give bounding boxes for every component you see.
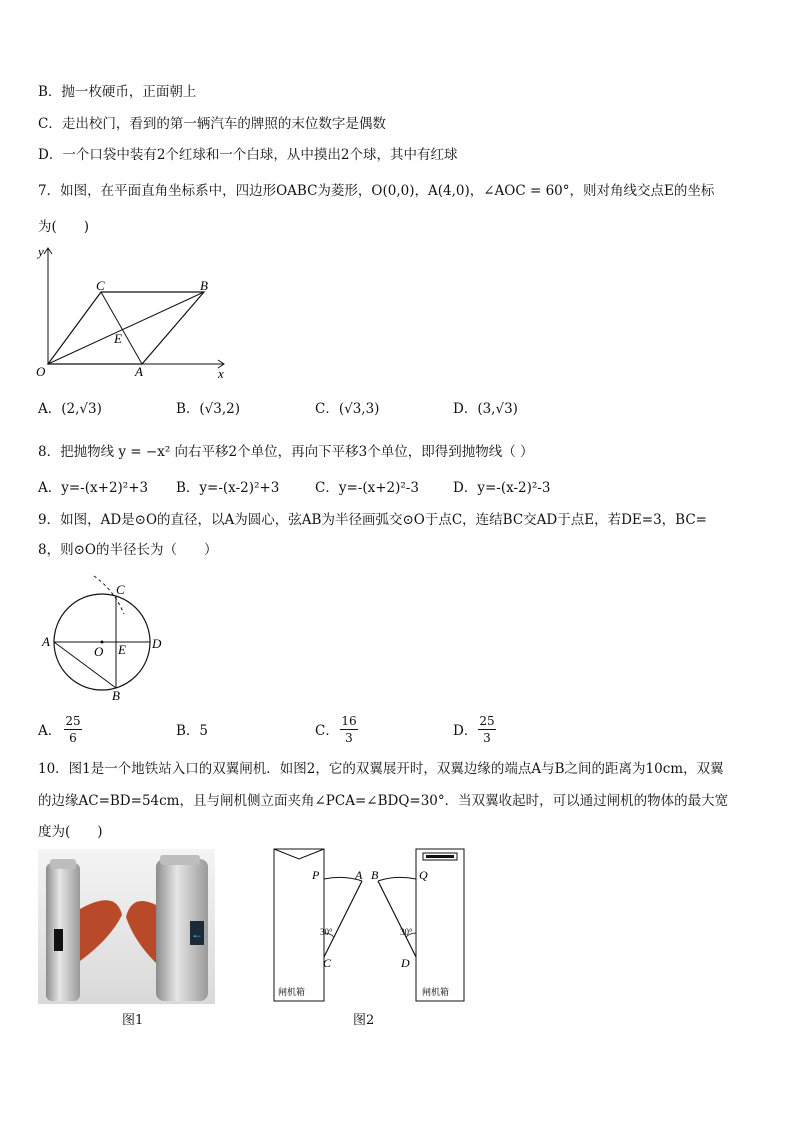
q10-stem-line1: 10．图1是一个地铁站入口的双翼闸机．如图2，它的双翼展开时，双翼边缘的端点A与B之间的距离为10cm，双翼 [38,761,724,777]
q7-rhombus-figure [34,242,234,382]
q9-option-d-numerator: 25 [479,714,495,728]
q9-option-c-denominator: 3 [345,731,353,745]
q10-angle-left: 30° [320,927,333,937]
q8-stem: 8．把抛物线 y = −x² 向右平移2个单位，再向下平移3个单位，即得到抛物线（ ） [38,444,534,460]
q9-label-d: D [152,636,162,651]
q7-stem-line1: 7．如图，在平面直角坐标系中，四边形OABC为菱形，O(0,0)，A(4,0)，∠AOC = 60°，则对角线交点E的坐标 [38,183,715,199]
q9-option-d-fraction [476,714,498,745]
q9-label-a: A [42,634,50,649]
q10-figure1-gate-photo [38,849,215,1004]
q8-option-d: D．y=-(x-2)²-3 [453,480,551,496]
q7-label-x: x [218,366,224,381]
q7-option-c: C．(√3,3) [315,401,380,417]
q8-option-a: A．y=-(x+2)²+3 [38,480,149,496]
q10-label-b: B [371,868,379,882]
q8-option-b: B．y=-(x-2)²+3 [176,480,280,496]
q10-label-q: Q [419,868,428,882]
q9-option-d-denominator: 3 [483,731,491,745]
q10-stem-line2: 的边缘AC=BD=54cm，且与闸机侧立面夹角∠PCA=∠BDQ=30°．当双翼收起时，可以通过闸机的物体的最大宽 [38,793,729,809]
q9-option-a-fraction [62,714,84,745]
q9-label-e: E [118,642,126,657]
q9-option-c-numerator: 16 [341,714,357,728]
q7-option-d: D．(3,√3) [453,401,518,417]
q8-option-c: C．y=-(x+2)²-3 [315,480,419,496]
q10-left-box-label: 闸机箱 [278,987,306,997]
q10-figure2-schematic [268,845,474,1005]
q9-option-a-letter: A． [38,723,62,739]
q7-label-a: A [135,364,143,379]
q7-label-y: y [38,244,44,259]
q10-label-p: P [312,868,320,882]
q9-circle-figure [36,574,172,704]
q10-figure1-caption: 图1 [122,1013,144,1028]
q9-option-a-numerator: 25 [65,714,81,728]
svg-text:←: ← [191,927,203,941]
q9-stem-line1: 9．如图，AD是⊙O的直径，以A为圆心，弦AB为半径画弧交⊙O于点C，连结BC交AD于点E，若DE=3，BC= [38,512,707,528]
q10-label-c: C [323,956,332,970]
q9-option-a-denominator: 6 [69,731,77,745]
q10-label-a: A [355,868,363,882]
q7-label-e: E [114,331,122,346]
q7-label-c: C [96,278,105,293]
q10-stem-line3: 度为( ) [38,824,103,840]
q9-label-c: C [116,582,125,597]
q9-label-o: O [94,644,104,659]
q7-option-b: B．(√3,2) [176,401,241,417]
q7-label-o: O [36,364,46,379]
q6-option-c: C．走出校门，看到的第一辆汽车的牌照的末位数字是偶数 [38,116,386,132]
q9-option-c-fraction [338,714,360,745]
q9-stem-line2: 8，则⊙O的半径长为（ ） [38,542,218,558]
q10-angle-right: 30° [400,927,413,937]
q9-option-c-letter: C． [315,723,339,739]
q6-option-d: D．一个口袋中装有2个红球和一个白球，从中摸出2个球，其中有红球 [38,147,458,163]
q7-stem-line2: 为( ) [38,219,90,235]
q7-label-b: B [200,278,208,293]
q10-figure2-caption: 图2 [353,1013,375,1028]
q10-label-d: D [401,956,410,970]
q7-option-a: A．(2,√3) [38,401,102,417]
q10-right-box-label: 闸机箱 [422,987,450,997]
q9-option-b: B．5 [176,723,209,739]
q9-label-b: B [112,688,120,703]
q6-option-b: B．抛一枚硬币，正面朝上 [38,84,197,100]
q9-option-d-letter: D． [453,723,478,739]
